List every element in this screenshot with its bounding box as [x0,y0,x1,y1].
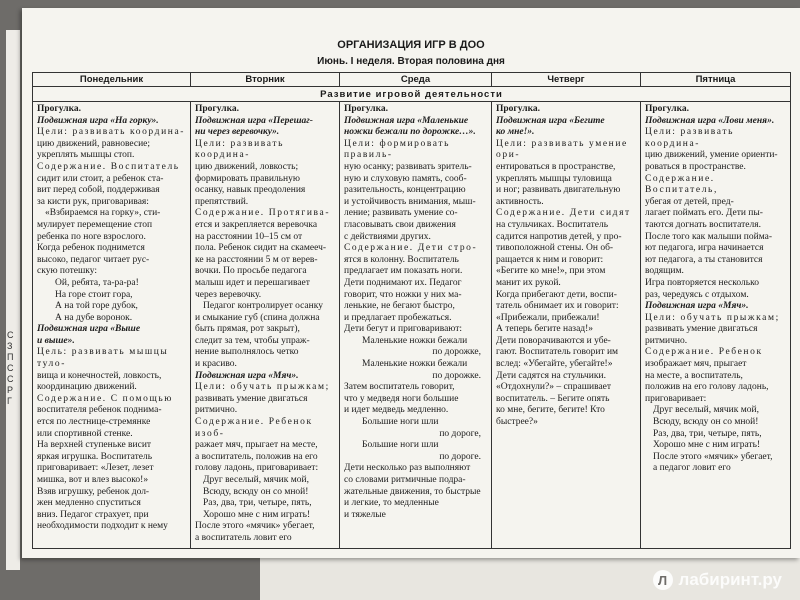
document-page [22,8,800,558]
text-line: ритмично. [645,335,688,346]
underlying-sheet [6,30,20,570]
text-line: Содержание. Дети сидят [496,208,631,219]
text-line: и ног; развивать двигательную [496,185,621,196]
text-line: Подвижная игра «Мяч». [645,301,749,312]
text-line: по дорожке. [432,370,481,381]
text-line: высоко, педагог читает рус- [37,254,150,265]
text-line: вслед: «Убегайте, убегайте!» [496,359,613,370]
text-line: приговаривает: «Лезет, лезет [37,463,154,474]
text-line: Цели: обучать прыжкам; [195,382,330,393]
text-line: Большие ноги шли [362,417,439,428]
text-line: Затем воспитатель говорит, [344,382,455,393]
watermark-text: лабиринт.ру [678,570,782,589]
document-subtitle: Июнь. I неделя. Вторая половина дня [317,56,505,67]
text-line: Подвижная игра «Лови меня». [645,115,775,126]
text-line: и устойчивость внимания, мыш- [344,196,476,207]
text-line: и смыкание губ (спина должна [195,312,320,323]
text-line: Подвижная игра «Мяч». [195,370,299,381]
text-line: Цели: развивать умение ори- [496,138,628,161]
text-line: по дороге. [439,451,481,462]
text-line: разительность, концентрацию [344,185,466,196]
text-line: На горе стоит гора, [55,289,133,300]
text-line: ется и закрепляется веревочка [195,219,318,230]
day-cell-monday [33,102,191,549]
text-line: а воспитатель, положив на его [195,451,318,462]
text-line: «Отдохнули?» – спрашивает [496,382,612,393]
text-line: приговаривает: [645,393,707,404]
text-line: и предлагает пробежаться. [344,312,452,323]
text-line: Взяв игрушку, ребенок дол- [37,486,150,497]
text-line: Цели: развивать координа- [645,127,735,149]
text-line: по дороге, [439,428,481,439]
text-line: жательные движения, то быстрые [344,486,481,497]
text-line: ную и слуховую память, сооб- [344,173,467,184]
text-line: изображает мяч, прыгает [645,359,747,370]
text-line: голову ладонь, приговаривает: [195,463,319,474]
text-line: сидит или стоит, а ребенок ста- [37,173,164,184]
text-line: татель обнимает их и говорит: [496,301,619,312]
text-line: а педагог ловит его [653,463,731,474]
text-line: формировать правильную [195,173,300,184]
text-line: быть прямая, рот закрыт), [195,324,300,335]
text-line: Ой, ребята, та-ра-ра! [55,277,139,288]
text-line: ятся в колонну. Воспитатель [344,254,459,265]
text-line: говорит, что ножки у них ма- [344,289,462,300]
document-title: ОРГАНИЗАЦИЯ ИГР В ДОО [337,39,485,51]
text-line: Игра повторяется несколько [645,277,759,288]
text-line: Дети бегут и приговаривают: [344,324,463,335]
text-line: Прогулка. [195,104,240,114]
text-line: Цели: обучать прыжкам; [645,312,780,323]
text-line: ке на расстоянии 5 м от верев- [195,254,318,265]
text-line: Когда ребенок поднимется [37,243,145,254]
column-header-thursday: Четверг [492,73,641,87]
text-line: вочки. По просьбе педагога [195,266,307,277]
text-line: Содержание. Воспитатель [37,161,180,172]
text-line: воспитателя ребенок поднима- [37,405,162,416]
text-line: ентироваться в пространстве, [496,161,616,172]
text-line: Прогулка. [344,104,389,114]
text-line: на расстоянии 10–15 см от [195,231,303,242]
text-line: предлагает им показать ноги. [344,266,463,277]
text-line: нение выполнялось четко [195,347,299,358]
text-line: ют педагога, игра начинается [645,243,764,254]
text-line: ко мне, бегите, бегите! Кто [496,405,605,416]
text-line: таются догнать воспитателя. [645,219,761,230]
text-line: укреплять мышцы туловища [496,173,612,184]
text-line: Подвижная игра «На горку». [37,115,159,126]
text-line: Содержание. Ребенок изоб- [195,417,313,439]
text-line: Дети поднимают их. Педагог [344,277,462,288]
text-line: Дети поворачиваются и убе- [496,335,611,346]
text-line: Друг веселый, мячик мой, [653,405,759,416]
text-line: Содержание. Воспитатель, [645,173,718,196]
text-line: Друг веселый, мячик мой, [203,475,309,485]
day-cell-tuesday [191,102,340,549]
text-line: На верхней ступеньке висит [37,440,152,451]
text-line: Цели: развивать координа- [195,138,285,161]
text-line: с действиями других. [344,231,431,242]
text-line: ление; развивать умение со- [344,208,458,219]
text-line: После этого «мячик» убегает, [195,521,315,532]
text-line: Маленькие ножки бежали [362,335,468,346]
text-line: ритмично. [195,405,238,416]
text-line: скую потешку: [37,266,98,277]
text-line: раз, чередуясь с отдыхом. [645,289,749,300]
labirint-logo-icon: Л [653,570,673,590]
text-line: что у медведя ноги большие [344,393,459,404]
text-line: или спортивной стенке. [37,428,133,439]
text-line: активность. [496,196,544,207]
text-line: Содержание. Ребенок [645,347,763,358]
table-row [33,102,791,549]
text-line: ется по лестнице-стремянке [37,417,151,428]
text-line: Маленькие ножки бежали [362,359,468,370]
text-line: После того как малыши пойма- [645,231,773,242]
text-line: развивать умение двигаться [195,393,308,404]
text-line: ко мне!». [496,127,535,138]
section-row [33,87,791,102]
text-line: Раз, два, три, четыре, пять, [653,428,762,439]
text-line: Дети садятся на стульчики. [496,370,606,381]
text-line: яркая игрушка. Воспитатель [37,451,153,462]
text-line: манит их рукой. [496,277,561,288]
text-line: Прогулка. [645,104,690,114]
text-line: ленькие, не бегают быстро, [344,301,455,312]
column-header-monday: Понедельник [33,73,191,87]
text-line: осанку, навык преодоления [195,185,306,196]
text-line: и легкие, то медленные [344,498,439,509]
text-line: вниз. Педагог страхует, при [37,509,149,520]
text-line: Хорошо мне с ним играть! [653,440,761,451]
text-line: Цели: развивать координа- [37,127,186,138]
day-cell-thursday [492,102,641,549]
text-line: а воспитатель ловит его [195,532,292,543]
underlying-sheet-text: С З П С С Р Г [7,330,14,406]
text-line: цию движений, равновесие; [37,138,151,149]
day-cell-wednesday [340,102,492,549]
text-line: положив на его голову ладонь, [645,382,769,393]
text-line: по дорожке, [432,347,481,358]
text-line: Подвижная игра «Маленькие [344,115,469,126]
text-line: через веревочку. [195,289,262,300]
text-line: роваться в пространстве. [645,161,746,172]
text-line: быстрее?» [496,417,538,428]
text-line: со словами ритмичные подра- [344,475,466,485]
text-line: ную осанку; развивать зритель- [344,161,472,172]
text-line: укреплять мышцы стоп. [37,150,135,161]
text-line: и тяжелые [344,509,386,520]
text-line: гласовывать свои движения [344,219,456,230]
text-line: «Взбираемся на горку», сти- [45,208,161,219]
text-line: вит перед собой, поддерживая [37,185,160,196]
text-line: Всюду, всюду он со мной! [203,486,309,497]
text-line: препятствий. [195,196,249,207]
text-line: мишка, вот и влез высоко!» [37,475,149,485]
text-line: развивать умение двигаться [645,324,758,335]
text-line: После этого «мячик» убегает, [653,451,773,462]
text-line: Раз, два, три, четыре, пять, [203,498,312,509]
site-watermark [653,570,782,590]
text-line: «Бегите ко мне!», при этом [496,266,606,277]
text-line: водящим. [645,266,684,277]
text-line: малыш идет и перешагивает [195,277,310,288]
text-line: ращается к ним и говорит: [496,254,604,265]
text-line: на месте, а воспитатель, [645,370,743,381]
text-line: цию движений, умение ориенти- [645,150,778,161]
column-header-wednesday: Среда [340,73,492,87]
text-line: Подвижная игра «Выше [37,324,141,335]
text-line: и выше». [37,335,75,346]
text-line: садится напротив детей, у про- [496,231,622,242]
day-cell-friday [641,102,791,549]
text-line: Хорошо мне с ним играть! [203,509,311,520]
table-header-row [33,73,791,87]
text-line: Содержание. Дети стро- [344,243,478,254]
text-line: Педагог контролирует осанку [203,301,323,312]
text-line: цию движений, ловкость; [195,161,299,172]
text-line: ражает мяч, прыгает на месте, [195,440,318,451]
text-line: ни через веревочку». [195,127,280,138]
column-header-tuesday: Вторник [191,73,340,87]
text-line: Содержание. С помощью [37,393,173,404]
text-line: пола. Ребенок сидит на скамееч- [195,243,327,254]
text-line: ребенка по ноге взрослого. [37,231,146,242]
text-line: ют педагога, а ты становится [645,254,763,265]
text-line: гают. Воспитатель говорит им [496,347,619,358]
text-line: координацию движений. [37,382,137,393]
text-line: Цели: формировать правиль- [344,138,451,161]
text-line: Подвижная игра «Перешаг- [195,115,313,126]
text-line: Дети несколько раз выполняют [344,463,471,474]
text-line: мулирует перемещение стоп [37,219,153,230]
text-line: вища и конечностей, ловкость, [37,370,162,381]
text-line: следит за тем, чтобы упраж- [195,335,310,346]
text-line: лагает поймать его. Дети пы- [645,208,763,219]
column-header-friday: Пятница [641,73,791,87]
text-line: Прогулка. [496,104,541,114]
text-line: А теперь бегите назад!» [496,324,594,335]
section-title: Развитие игровой деятельности [33,87,791,102]
text-line: ножки бежали по дорожке…». [344,127,476,138]
text-line: Цель: развивать мышцы туло- [37,347,169,370]
text-line: Подвижная игра «Бегите [496,115,605,126]
text-line: необходимости подходит к нему [37,521,168,532]
text-line: убегая от детей, пред- [645,196,734,207]
schedule-table [32,72,791,549]
text-line: и идет медведь медленно. [344,405,449,416]
text-line: тивоположной стены. Он об- [496,243,614,254]
text-line: Когда прибегают дети, воспи- [496,289,617,300]
text-line: воспитатель. – Бегите опять [496,393,610,404]
text-line: и красиво. [195,359,237,370]
text-line: «Прибежали, прибежали! [496,312,600,323]
text-line: за кисти рук, приговаривая: [37,196,149,207]
text-line: Всюду, всюду он со мной! [653,417,759,428]
text-line: Большие ноги шли [362,440,439,451]
text-line: жен медленно спуститься [37,498,141,509]
text-line: А на той горе дубок, [55,301,138,312]
text-line: Прогулка. [37,104,82,114]
text-line: на стульчиках. Воспитатель [496,219,609,230]
text-line: А на дубе воронок. [55,312,133,323]
text-line: Содержание. Протягива- [195,208,331,219]
